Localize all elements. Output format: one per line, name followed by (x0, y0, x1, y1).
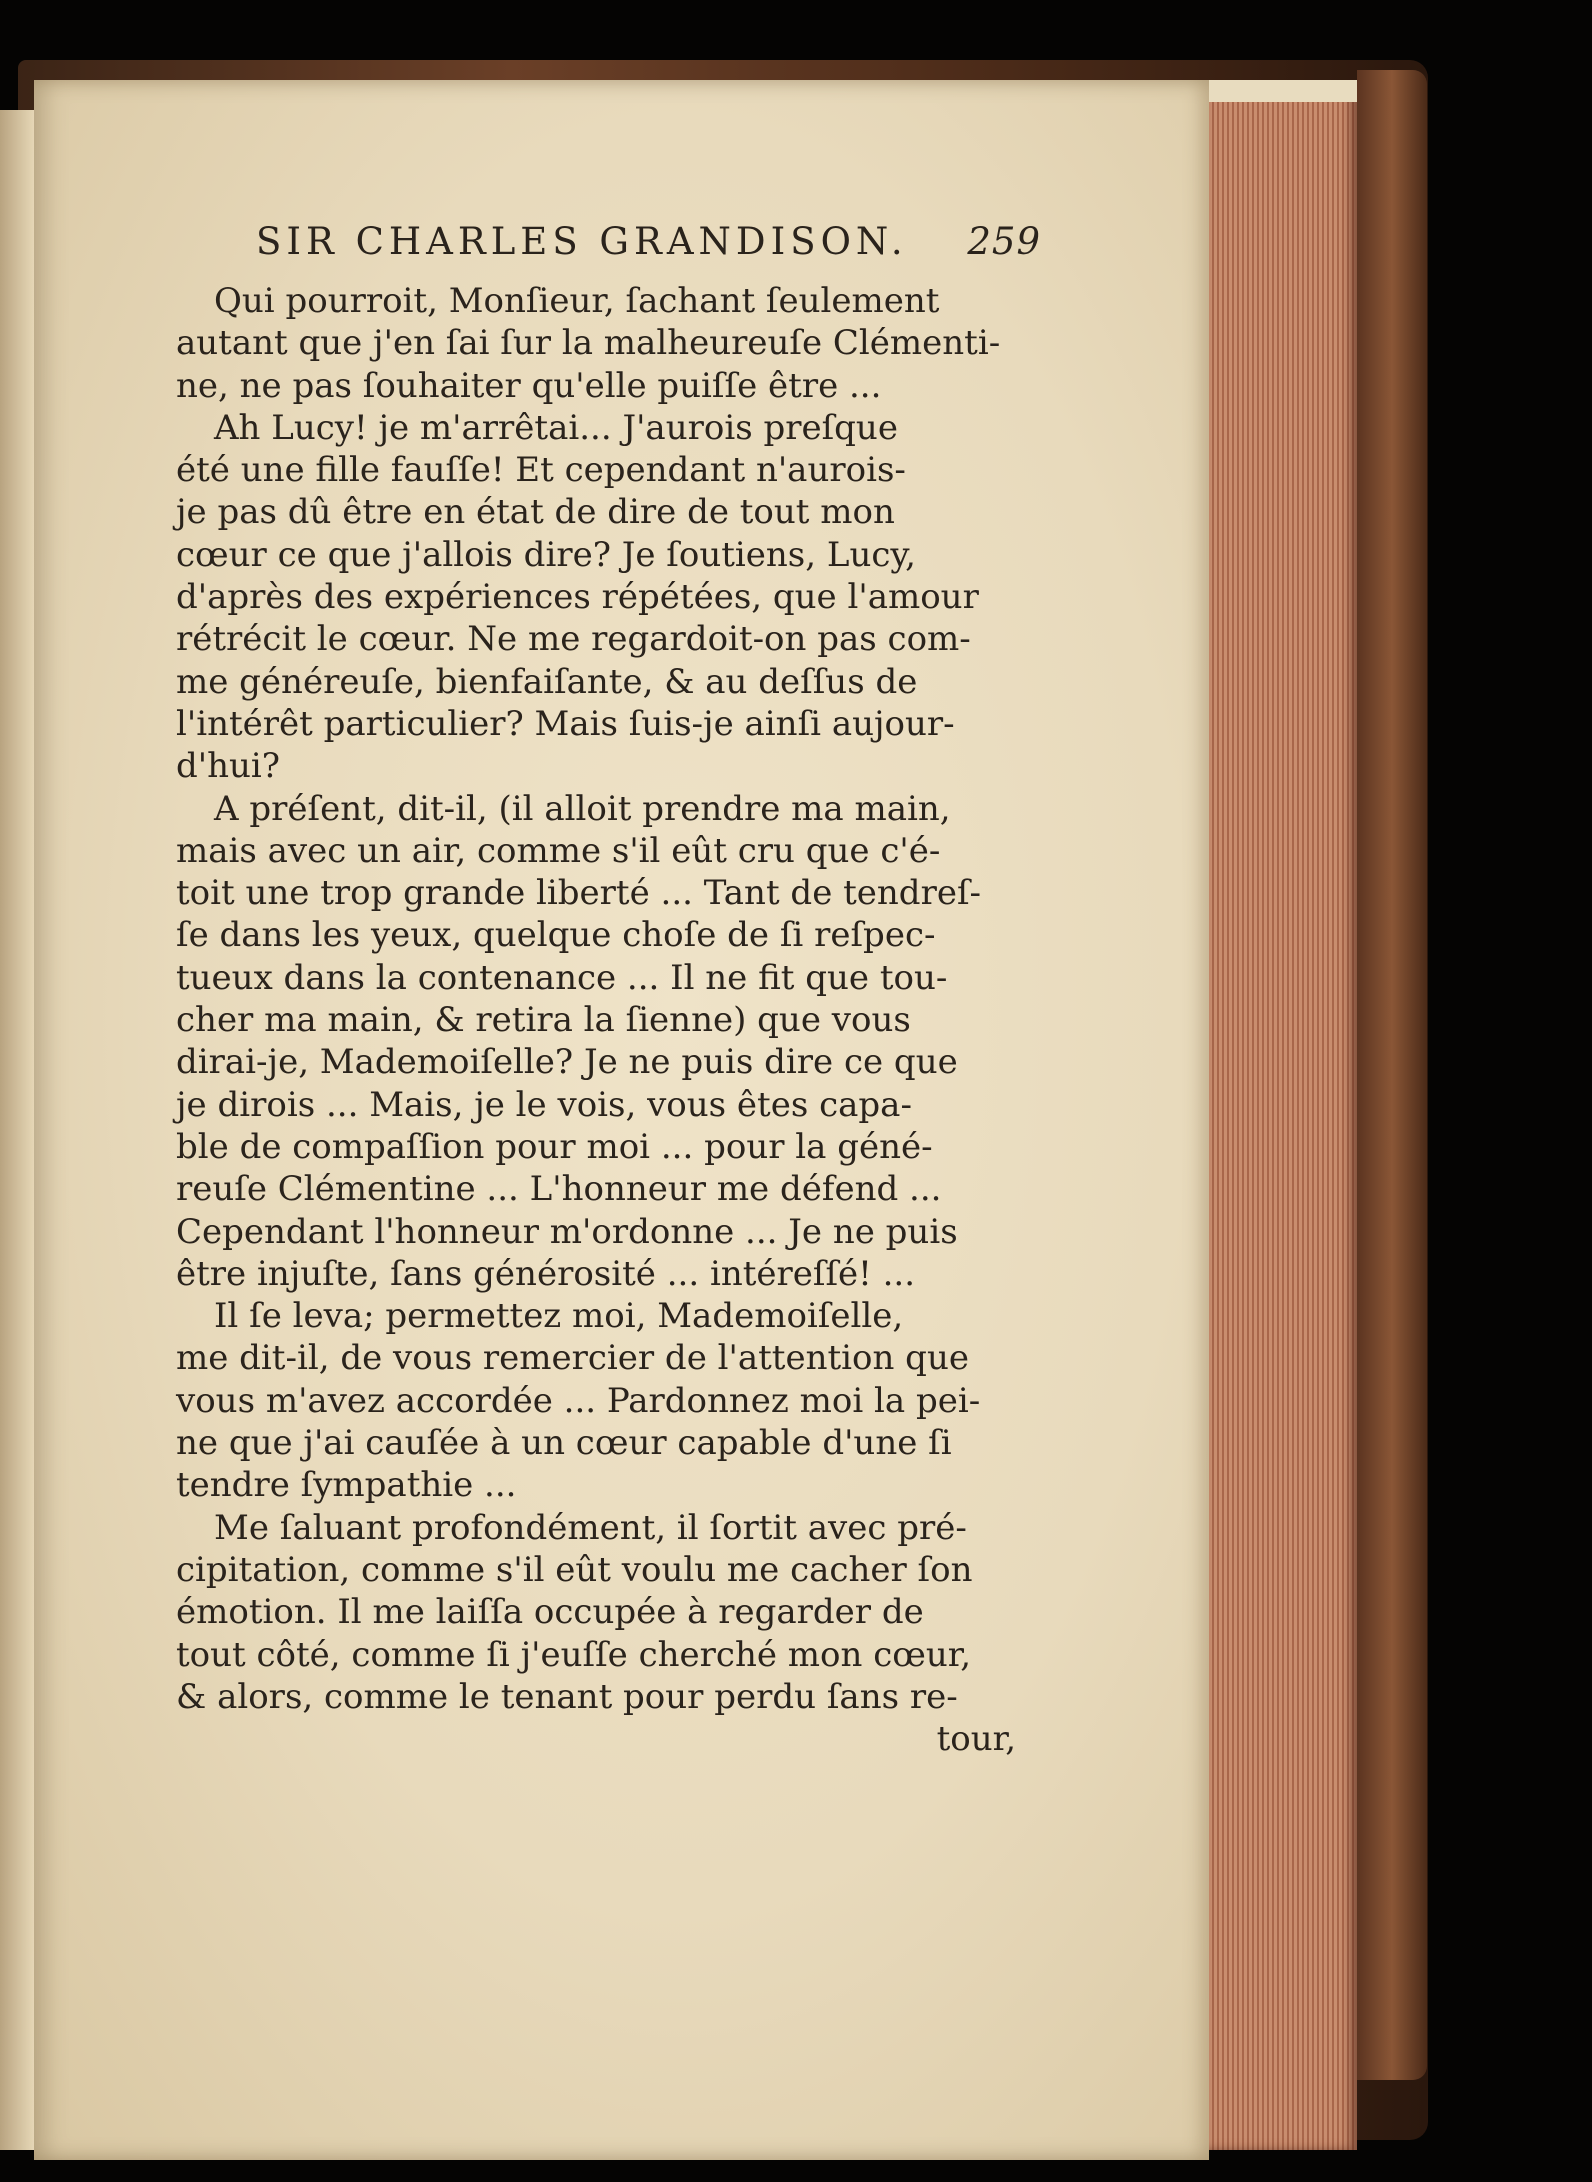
text-line: Ah Lucy! je m'arrêtai... J'aurois preſque (214, 407, 898, 448)
text-line: me généreuſe, bienfaiſante, & au deſſus de (176, 661, 918, 702)
text-line: Qui pourroit, Monſieur, ſachant ſeulement (214, 281, 940, 321)
body-text (176, 280, 1016, 1718)
text-line: autant que j'en ſai ſur la malheureuſe Clémenti- (176, 323, 1001, 364)
text-line: tendre ſympathie ... (176, 1465, 517, 1506)
text-line: cipitation, comme s'il eût voulu me cacher ſon (176, 1549, 973, 1590)
text-line: été une fille fauſſe! Et cependant n'aurois- (176, 450, 906, 491)
text-line: je dirois ... Mais, je le vois, vous êtes capa- (176, 1084, 912, 1125)
text-line: d'après des expériences répétées, que l'amour (176, 577, 979, 618)
text-line: cœur ce que j'allois dire? Je ſoutiens, Lucy, (176, 534, 916, 575)
text-line: reuſe Clémentine ... L'honneur me défend ... (176, 1169, 942, 1210)
text-line: Me ſaluant profondément, il ſortit avec pré- (214, 1507, 967, 1548)
text-line: ne, ne pas ſouhaiter qu'elle puiſſe être ... (176, 365, 882, 406)
text-line: je pas dû être en état de dire de tout mon (176, 492, 895, 533)
page-number: 259 (967, 220, 1041, 263)
text-line: tueux dans la contenance ... Il ne fit que tou- (176, 957, 948, 998)
page-edges (1209, 80, 1357, 2150)
text-line: toit une trop grande liberté ... Tant de tendreſ- (176, 873, 982, 914)
text-line: ſe dans les yeux, quelque choſe de ſi reſpec- (176, 915, 936, 956)
text-line: Il ſe leva; permettez moi, Mademoiſelle, (214, 1296, 904, 1337)
running-head-title: SIR CHARLES GRANDISON. (256, 220, 908, 263)
page-edges-top (1209, 80, 1357, 102)
text-line: ble de compaſſion pour moi ... pour la géné- (176, 1126, 933, 1167)
text-line: mais avec un air, comme s'il eût cru que c'é- (176, 830, 941, 871)
text-line: être injuſte, ſans générosité ... intéreſſé! ... (176, 1253, 916, 1294)
text-line: cher ma main, & retira la ſienne) que vous (176, 1000, 911, 1041)
text-line: tout côté, comme ſi j'euſſe cherché mon cœur, (176, 1634, 972, 1675)
text-line: l'intérêt particulier? Mais ſuis-je ainſi aujour- (176, 703, 955, 744)
text-line: d'hui? (176, 746, 281, 787)
text-line: ne que j'ai cauſée à un cœur capable d'une ſi (176, 1423, 952, 1464)
text-line: dirai-je, Mademoiſelle? Je ne puis dire ce que (176, 1042, 958, 1083)
text-line: A préſent, dit-il, (il alloit prendre ma main, (214, 788, 951, 829)
running-head (176, 220, 1041, 280)
text-line: me dit-il, de vous remercier de l'attention que (176, 1338, 969, 1379)
text-line: rétrécit le cœur. Ne me regardoit-on pas com- (176, 619, 971, 660)
text-line: émotion. Il me laiſſa occupée à regarder de (176, 1592, 924, 1633)
text-line: Cependant l'honneur m'ordonne ... Je ne puis (176, 1211, 958, 1252)
text-block (176, 220, 1041, 1760)
book-fore-edge-cover (1357, 70, 1427, 2080)
left-page-edge (0, 110, 34, 2150)
text-line: vous m'avez accordée ... Pardonnez moi la pei- (176, 1380, 981, 1421)
text-line: & alors, comme le tenant pour perdu ſans re- (176, 1676, 958, 1717)
catchword: tour, (936, 1719, 1016, 1760)
